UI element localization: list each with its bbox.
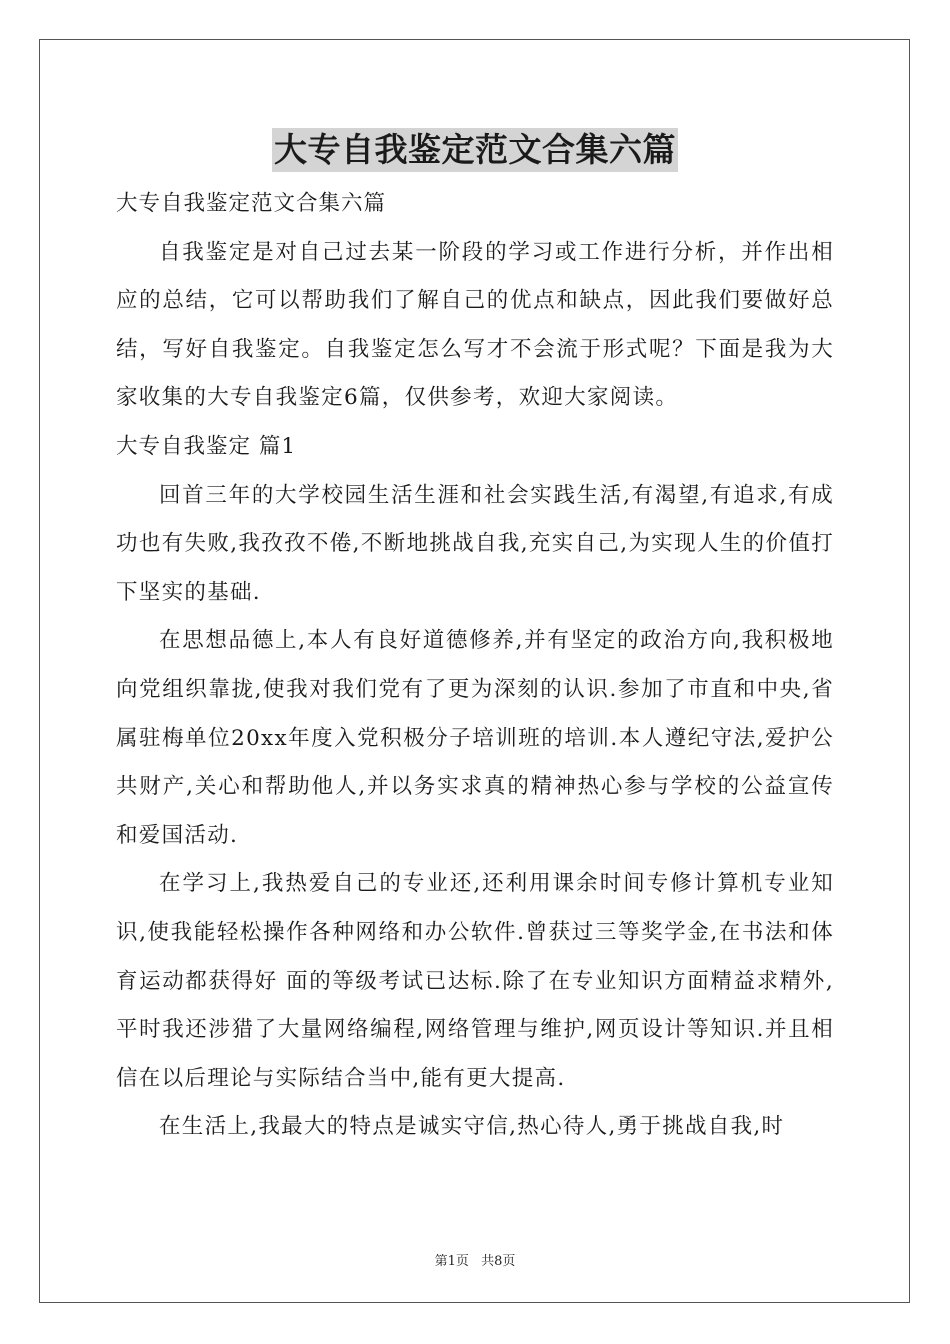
body-paragraph: 在学习上,我热爱自己的专业还,还利用课余时间专修计算机专业知识,使我能轻松操作各种网络和办公软件.曾获过三等奖学金,在书法和体育运动都获得好 面的等级考试已达标.除了在专业知识方面精益求精外,平时我还涉猎了大量网络编程,网络管理与维护,网页设计等知识.并且相信在以后理论与实际结合当中,能有更大提高.: [116, 871, 834, 1091]
page-number: 第1页: [434, 1254, 469, 1269]
intro-paragraph: 自我鉴定是对自己过去某一阶段的学习或工作进行分析，并作出相应的总结，它可以帮助我们了解自己的优点和缺点，因此我们要做好总结，写好自我鉴定。自我鉴定怎么写才不会流于形式呢？下面是我为大家收集的大专自我鉴定6篇，仅供参考，欢迎大家阅读。: [116, 239, 834, 411]
document-body: [116, 180, 834, 1152]
document-title: 大专自我鉴定范文合集六篇: [272, 128, 678, 172]
body-paragraph: 在思想品德上,本人有良好道德修养,并有坚定的政治方向,我积极地向党组织靠拢,使我对我们党有了更为深刻的认识.参加了市直和中央,省属驻梅单位20xx年度入党积极分子培训班的培训.本人遵纪守法,爱护公共财产,关心和帮助他人,并以务实求真的精神热心参与学校的公益宣传和爱国活动.: [116, 628, 834, 848]
body-paragraph: 在生活上,我最大的特点是诚实守信,热心待人,勇于挑战自我,时: [159, 1114, 785, 1140]
title-container: [0, 128, 950, 172]
page-footer: [0, 1250, 950, 1269]
page-total: 共8页: [481, 1254, 516, 1269]
body-paragraph: 回首三年的大学校园生活生涯和社会实践生活,有渴望,有追求,有成功也有失败,我孜孜不倦,不断地挑战自我,充实自己,为实现人生的价值打下坚实的基础.: [116, 482, 834, 605]
section-heading: 大专自我鉴定 篇1: [116, 433, 297, 459]
document-subtitle: 大专自我鉴定范文合集六篇: [116, 191, 387, 216]
